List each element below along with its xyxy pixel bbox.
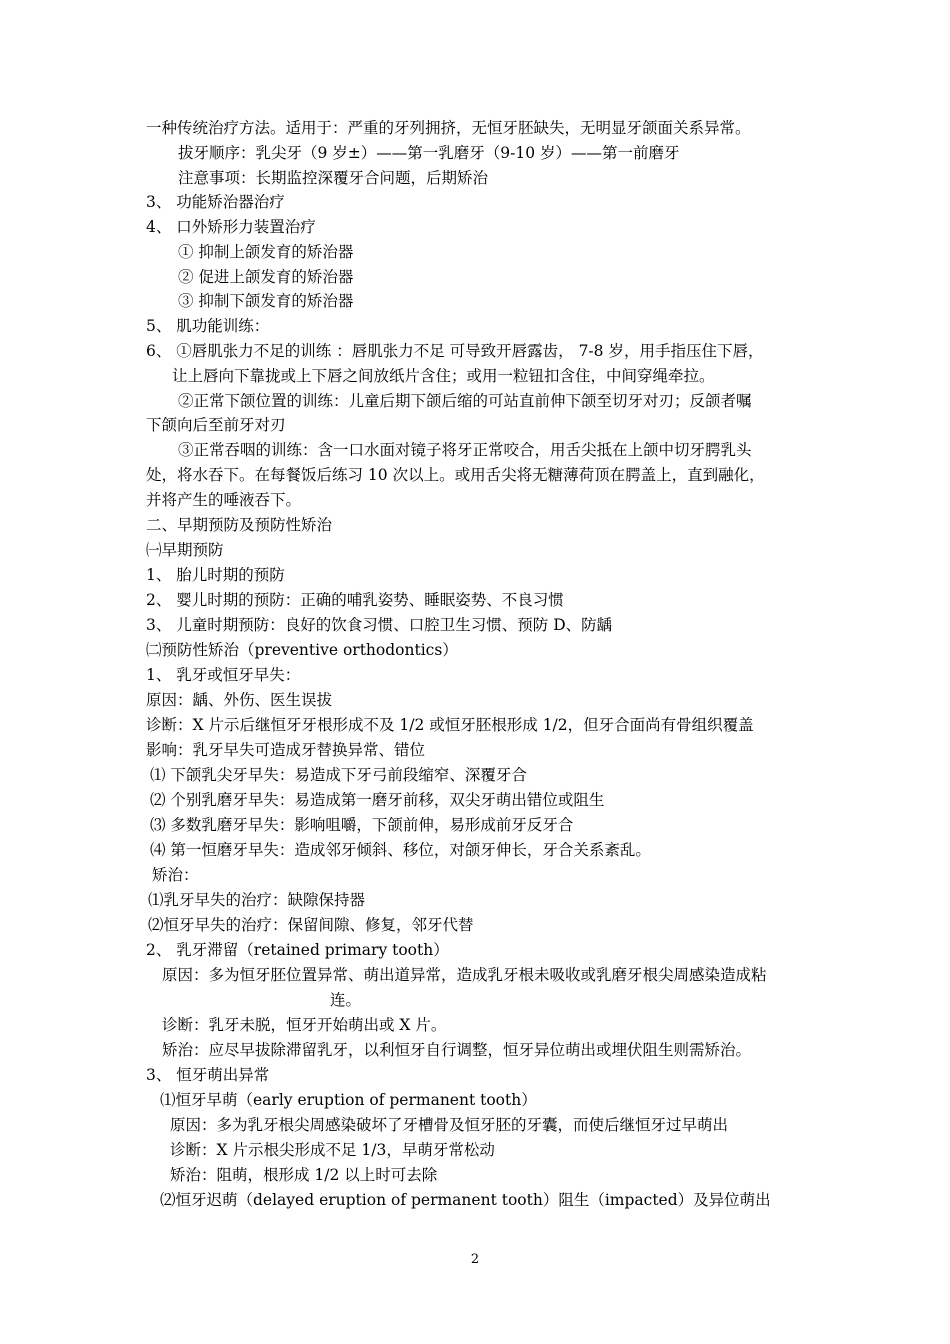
text-line: ⑴恒牙早萌（early eruption of permanent tooth） (160, 1091, 537, 1109)
text-line: ⑴乳牙早失的治疗：缺隙保持器 (148, 891, 366, 909)
text-line: 诊断：乳牙未脱，恒牙开始萌出或 X 片。 (162, 1016, 447, 1034)
text-line: 1、 胎儿时期的预防 (146, 566, 285, 584)
text-line: 2、 婴儿时期的预防：正确的哺乳姿势、睡眠姿势、不良习惯 (146, 591, 564, 609)
text-line: 6、 ①唇肌张力不足的训练 ：唇肌张力不足 可导致开唇露齿， 7-8 岁，用手指压住下唇， (146, 342, 764, 360)
text-line: ⑴ 下颌乳尖牙早失：易造成下牙弓前段缩窄、深覆牙合 (150, 766, 527, 784)
subsection-heading: ㈠早期预防 (146, 541, 224, 559)
text-line: ② 促进上颌发育的矫治器 (178, 268, 354, 286)
section-heading: 二、早期预防及预防性矫治 (146, 516, 333, 534)
page-number: 2 (470, 1252, 480, 1267)
text-line: ③ 抑制下颌发育的矫治器 (178, 292, 354, 310)
text-line: 下颌向后至前牙对刃 (146, 416, 286, 434)
text-line: ③正常吞咽的训练：含一口水面对镜子将牙正常咬合，用舌尖抵在上颌中切牙腭乳头 (178, 441, 752, 459)
text-line: 连。 (330, 991, 362, 1009)
text-line: 诊断：X 片示后继恒牙牙根形成不及 1/2 或恒牙胚根形成 1/2，但牙合面尚有骨组织覆盖 (146, 716, 754, 734)
text-line: ⑵ 个别乳磨牙早失：易造成第一磨牙前移，双尖牙萌出错位或阻生 (150, 791, 605, 809)
text-line: ⑷ 第一恒磨牙早失：造成邻牙倾斜、移位，对颌牙伸长，牙合关系紊乱。 (150, 841, 651, 859)
text-line: 诊断：X 片示根尖形成不足 1/3，早萌牙常松动 (170, 1141, 495, 1159)
text-line: 1、 乳牙或恒牙早失： (146, 666, 301, 684)
text-line: 原因：多为乳牙根尖周感染破坏了牙槽骨及恒牙胚的牙囊，而使后继恒牙过早萌出 (170, 1116, 729, 1134)
text-line: ⑵恒牙迟萌（delayed eruption of permanent tooth）阻生（impacted）及异位萌出 (160, 1191, 771, 1209)
text-line: 注意事项：长期监控深覆牙合问题，后期矫治 (178, 169, 489, 187)
text-line: 3、 功能矫治器治疗 (146, 193, 285, 211)
text-line: 拔牙顺序：乳尖牙（9 岁±）——第一乳磨牙（9-10 岁）——第一前磨牙 (178, 144, 680, 162)
text-line: 原因：多为恒牙胚位置异常、萌出道异常，造成乳牙根未吸收或乳磨牙根尖周感染造成粘 (162, 966, 767, 984)
text-line: 5、 肌功能训练： (146, 317, 270, 335)
text-line: 3、 恒牙萌出异常 (146, 1066, 270, 1084)
text-line: 4、 口外矫形力装置治疗 (146, 218, 316, 236)
text-line: ②正常下颌位置的训练：儿童后期下颌后缩的可站直前伸下颌至切牙对刃；反颌者嘱 (178, 392, 752, 410)
text-line: 矫治： (152, 866, 199, 884)
text-line: 并将产生的唾液吞下。 (146, 491, 302, 509)
text-line: 3、 儿童时期预防：良好的饮食习惯、口腔卫生习惯、预防 D、防龋 (146, 616, 613, 634)
text-line: ⑵恒牙早失的治疗：保留间隙、修复，邻牙代替 (148, 916, 474, 934)
text-line: 让上唇向下靠拢或上下唇之间放纸片含住；或用一粒钮扣含住，中间穿绳牵拉。 (172, 367, 715, 385)
text-line: 原因：龋、外伤、医生误拔 (146, 691, 333, 709)
text-line: ⑶ 多数乳磨牙早失：影响咀嚼，下颌前伸，易形成前牙反牙合 (150, 816, 574, 834)
text-line: 影响：乳牙早失可造成牙替换异常、错位 (146, 741, 426, 759)
text-line: 一种传统治疗方法。适用于：严重的牙列拥挤，无恒牙胚缺失，无明显牙颌面关系异常。 (146, 119, 751, 137)
text-line: 2、 乳牙滞留（retained primary tooth） (146, 941, 449, 959)
text-line: 矫治：应尽早拔除滞留乳牙，以利恒牙自行调整，恒牙异位萌出或埋伏阻生则需矫治。 (162, 1041, 752, 1059)
text-line: ① 抑制上颌发育的矫治器 (178, 243, 354, 261)
text-line: 处，将水吞下。在每餐饭后练习 10 次以上。或用舌尖将无糖薄荷顶在腭盖上，直到融化， (146, 466, 765, 484)
subsection-heading: ㈡预防性矫治（preventive orthodontics） (146, 641, 458, 659)
text-line: 矫治：阻萌，根形成 1/2 以上时可去除 (170, 1166, 438, 1184)
